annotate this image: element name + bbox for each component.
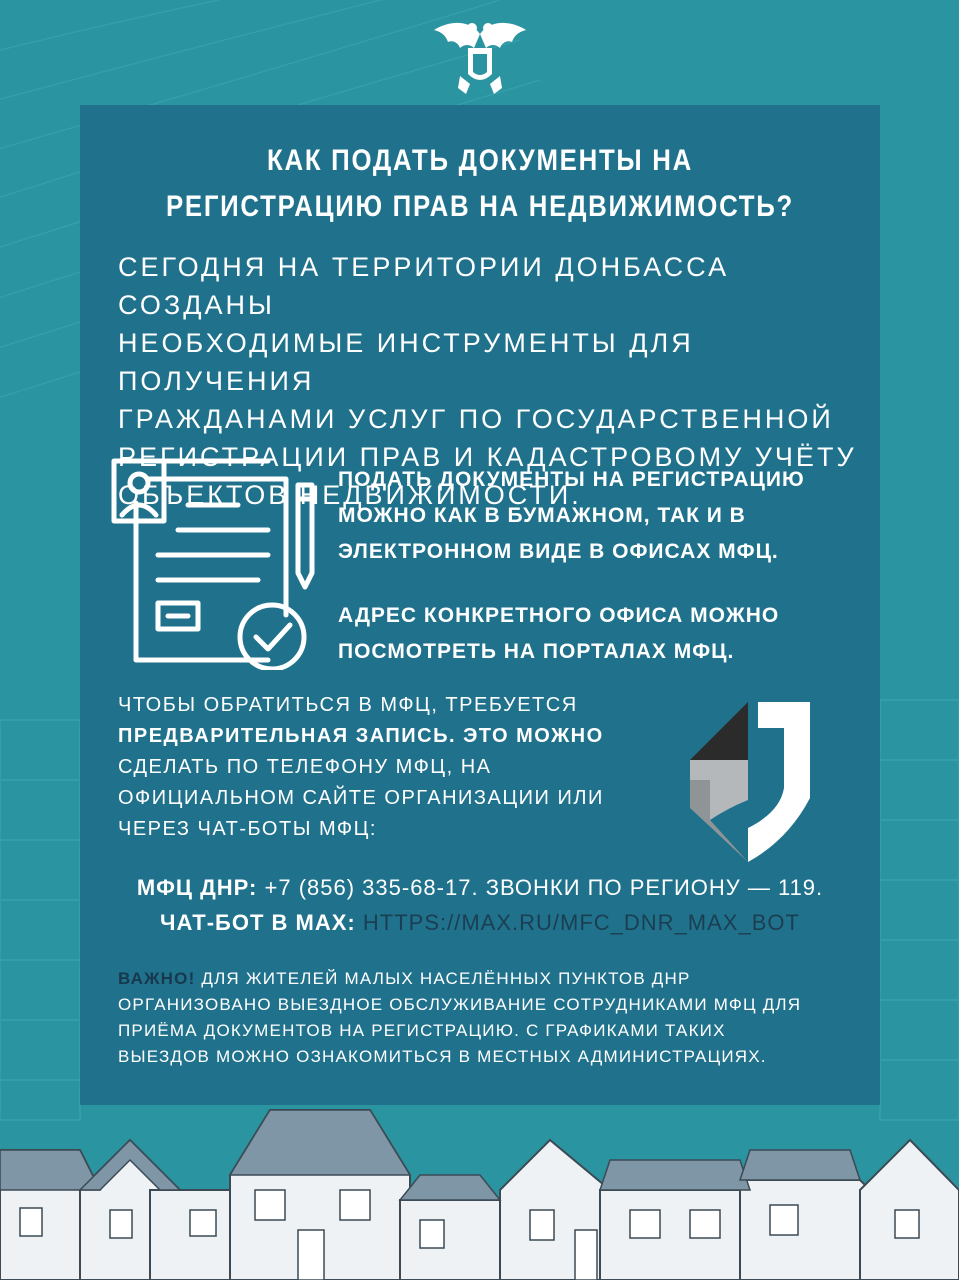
submit-line: МОЖНО КАК В БУМАЖНОМ, ТАК И В xyxy=(338,504,746,527)
document-check-icon xyxy=(108,455,323,670)
submit-info xyxy=(338,462,858,570)
intro-line: СЕГОДНЯ НА ТЕРРИТОРИИ ДОНБАССА СОЗДАНЫ xyxy=(118,252,730,320)
phone-label: МФЦ ДНР: xyxy=(136,875,258,900)
title-line: РЕГИСТРАЦИЮ ПРАВ НА НЕДВИЖИМОСТЬ? xyxy=(165,190,795,223)
eagle-emblem-icon xyxy=(430,12,530,98)
note-line: ВЫЕЗДОВ МОЖНО ОЗНАКОМИТЬСЯ В МЕСТНЫХ АДМИНИСТРАЦИЯХ. xyxy=(118,1047,767,1066)
address-line: ПОСМОТРЕТЬ НА ПОРТАЛАХ МФЦ. xyxy=(338,640,735,663)
houses-illustration xyxy=(0,1080,959,1280)
appointment-line: ПРЕДВАРИТЕЛЬНАЯ ЗАПИСЬ. ЭТО МОЖНО xyxy=(118,725,604,747)
submit-line: ЭЛЕКТРОННОМ ВИДЕ В ОФИСАХ МФЦ. xyxy=(338,540,779,563)
intro-line: РЕГИСТРАЦИИ ПРАВ И КАДАСТРОВОМУ УЧЁТУ xyxy=(118,442,857,472)
intro-line: НЕОБХОДИМЫЕ ИНСТРУМЕНТЫ ДЛЯ ПОЛУЧЕНИЯ xyxy=(118,328,694,396)
appointment-line: ОФИЦИАЛЬНОМ САЙТЕ ОРГАНИЗАЦИИ ИЛИ xyxy=(118,787,604,809)
appointment-info xyxy=(118,690,678,845)
intro-line: ОБЪЕКТОВ НЕДВИЖИМОСТИ. xyxy=(118,480,582,510)
page-title xyxy=(136,138,824,230)
appointment-line: СДЕЛАТЬ ПО ТЕЛЕФОНУ МФЦ, НА xyxy=(118,756,492,778)
bot-link[interactable]: HTTPS://MAX.RU/MFC_DNR_MAX_BOT xyxy=(362,910,800,935)
title-line: КАК ПОДАТЬ ДОКУМЕНТЫ НА xyxy=(267,144,693,177)
phone-text[interactable]: +7 (856) 335-68-17. ЗВОНКИ ПО РЕГИОНУ — 119. xyxy=(264,875,824,900)
important-label: ВАЖНО! xyxy=(118,969,196,988)
note-text: ДЛЯ ЖИТЕЛЕЙ МАЛЫХ НАСЕЛЁННЫХ ПУНКТОВ ДНР xyxy=(195,969,691,988)
important-note xyxy=(118,966,858,1070)
intro-line: ГРАЖДАНАМИ УСЛУГ ПО ГОСУДАРСТВЕННОЙ xyxy=(118,404,834,434)
submit-line: ПОДАТЬ ДОКУМЕНТЫ НА РЕГИСТРАЦИЮ xyxy=(338,468,805,491)
appointment-line: ЧЕРЕЗ ЧАТ-БОТЫ МФЦ: xyxy=(118,818,377,840)
contacts-block xyxy=(80,870,880,940)
note-line: ОРГАНИЗОВАНО ВЫЕЗДНОЕ ОБСЛУЖИВАНИЕ СОТРУДНИКАМИ МФЦ ДЛЯ xyxy=(118,995,802,1014)
mfc-logo-icon xyxy=(688,700,813,865)
appointment-line: ЧТОБЫ ОБРАТИТЬСЯ В МФЦ, ТРЕБУЕТСЯ xyxy=(118,694,578,716)
note-line: ПРИЁМА ДОКУМЕНТОВ НА РЕГИСТРАЦИЮ. С ГРАФИКАМИ ТАКИХ xyxy=(118,1021,726,1040)
note-line xyxy=(118,966,858,992)
bot-line xyxy=(80,905,880,940)
address-info xyxy=(338,598,858,670)
bot-label: ЧАТ-БОТ В MAX: xyxy=(160,910,356,935)
address-line: АДРЕС КОНКРЕТНОГО ОФИСА МОЖНО xyxy=(338,604,780,627)
phone-line xyxy=(80,870,880,905)
